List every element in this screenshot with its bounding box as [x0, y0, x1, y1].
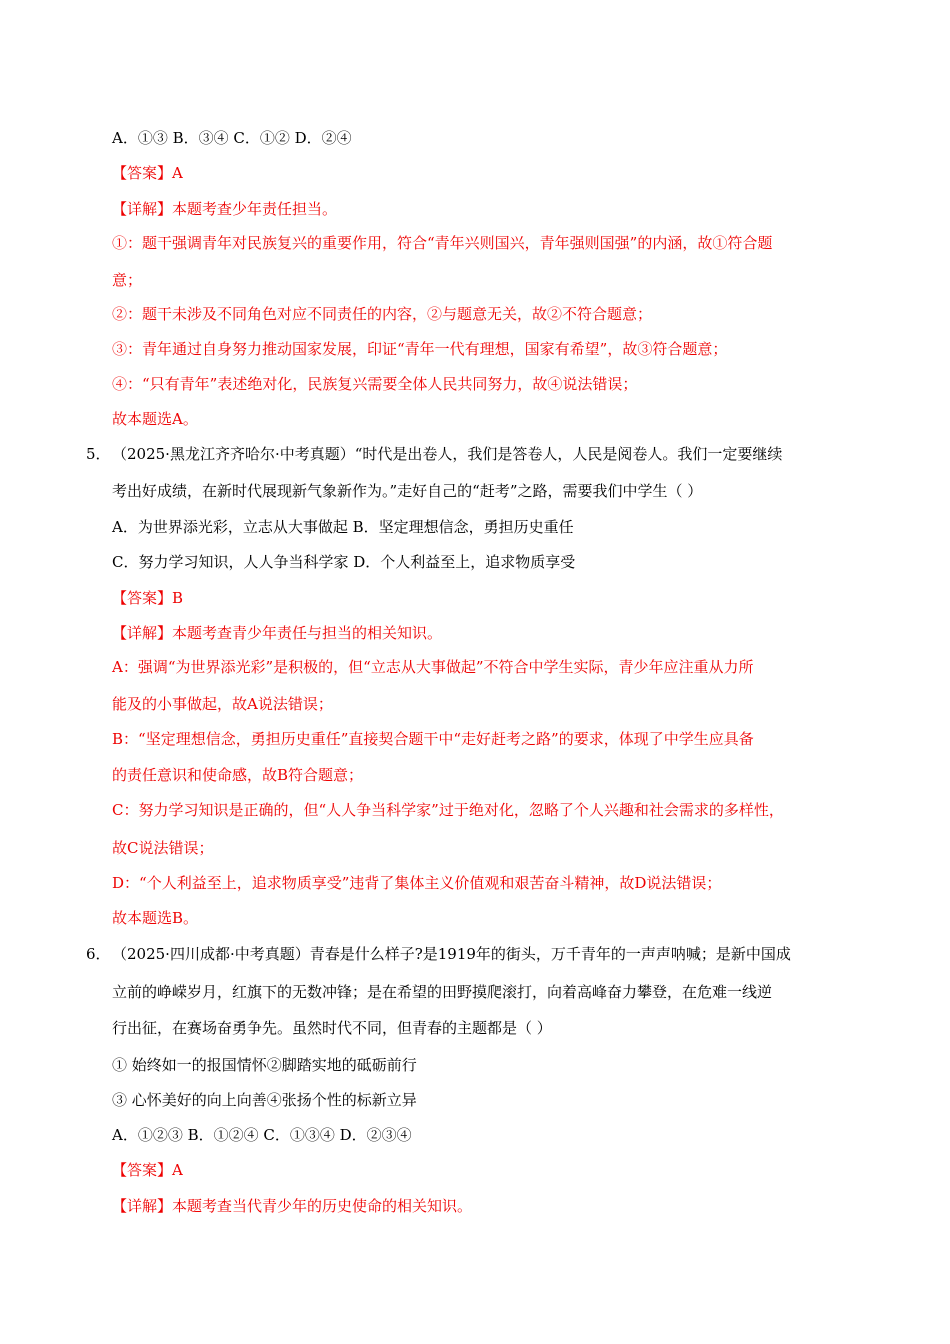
- q6-detail-intro: 【详解】本题考查当代青少年的历史使命的相关知识。: [112, 1197, 473, 1215]
- q5-analysis-line: B：“坚定理想信念，勇担历史重任”直接契合题干中“走好赶考之路”的要求，体现了中学生应具备: [112, 730, 754, 748]
- q5-analysis-line: 的责任意识和使命感，故B符合题意；: [112, 766, 364, 784]
- q5-stem-line: 考出好成绩，在新时代展现新气象新作为。”走好自己的“赶考”之路，需要我们中学生（ ）: [112, 482, 703, 500]
- q6-statement-line: ③ 心怀美好的向上向善④张扬个性的标新立异: [112, 1091, 417, 1109]
- q5-analysis-line: C：努力学习知识是正确的，但“人人争当科学家”过于绝对化，忽略了个人兴趣和社会需求的多样性，: [112, 801, 784, 819]
- q4-analysis-line: 故本题选A。: [112, 410, 198, 428]
- q5-answer: 【答案】B: [112, 589, 184, 607]
- q5-analysis-line: 能及的小事做起，故A说法错误；: [112, 695, 333, 713]
- q6-stem-line: （2025·四川成都·中考真题）青春是什么样子?是1919年的街头，万千青年的一声声呐喊；是新中国成: [112, 945, 791, 963]
- q5-analysis-line: D：“个人利益至上，追求物质享受”违背了集体主义价值观和艰苦奋斗精神，故D说法错误；: [112, 874, 722, 892]
- q4-analysis-line: ③：青年通过自身努力推动国家发展，印证“青年一代有理想，国家有希望”，故③符合题意；: [112, 340, 728, 358]
- q5-stem-line: （2025·黑龙江齐齐哈尔·中考真题）“时代是出卷人，我们是答卷人，人民是阅卷人。我们一定要继续: [112, 445, 783, 463]
- q5-analysis-line: 故本题选B。: [112, 909, 199, 927]
- q4-options: A．①③ B．③④ C．①② D．②④: [112, 129, 352, 147]
- q4-answer: 【答案】A: [112, 164, 183, 182]
- q4-analysis-line: ①：题干强调青年对民族复兴的重要作用，符合“青年兴则国兴，青年强则国强”的内涵，故①符合题: [112, 234, 773, 252]
- q6-number: 6．: [86, 945, 111, 963]
- q4-detail-intro: 【详解】本题考查少年责任担当。: [112, 200, 338, 218]
- q5-option-line: C．努力学习知识，人人争当科学家 D．个人利益至上，追求物质享受: [112, 553, 576, 571]
- q4-analysis-line: 意；: [112, 271, 143, 289]
- q5-number: 5．: [86, 445, 111, 463]
- q6-options: A．①②③ B．①②④ C．①③④ D．②③④: [112, 1126, 412, 1144]
- q6-stem-line: 立前的峥嵘岁月，红旗下的无数冲锋；是在希望的田野摸爬滚打，向着高峰奋力攀登，在危难一线逆: [112, 983, 773, 1001]
- q4-analysis-line: ④：“只有青年”表述绝对化，民族复兴需要全体人民共同努力，故④说法错误；: [112, 375, 638, 393]
- q5-detail-intro: 【详解】本题考查青少年责任与担当的相关知识。: [112, 624, 443, 642]
- q5-analysis-line: 故C说法错误；: [112, 839, 214, 857]
- q5-analysis-line: A：强调“为世界添光彩”是积极的，但“立志从大事做起”不符合中学生实际，青少年应注重从力所: [112, 658, 754, 676]
- q6-statement-line: ① 始终如一的报国情怀②脚踏实地的砥砺前行: [112, 1056, 417, 1074]
- q5-option-line: A．为世界添光彩，立志从大事做起 B．坚定理想信念，勇担历史重任: [112, 518, 574, 536]
- q6-answer: 【答案】A: [112, 1161, 183, 1179]
- q6-stem-line: 行出征，在赛场奋勇争先。虽然时代不同，但青春的主题都是（ ）: [112, 1019, 552, 1037]
- q4-analysis-line: ②：题干未涉及不同角色对应不同责任的内容，②与题意无关，故②不符合题意；: [112, 305, 653, 323]
